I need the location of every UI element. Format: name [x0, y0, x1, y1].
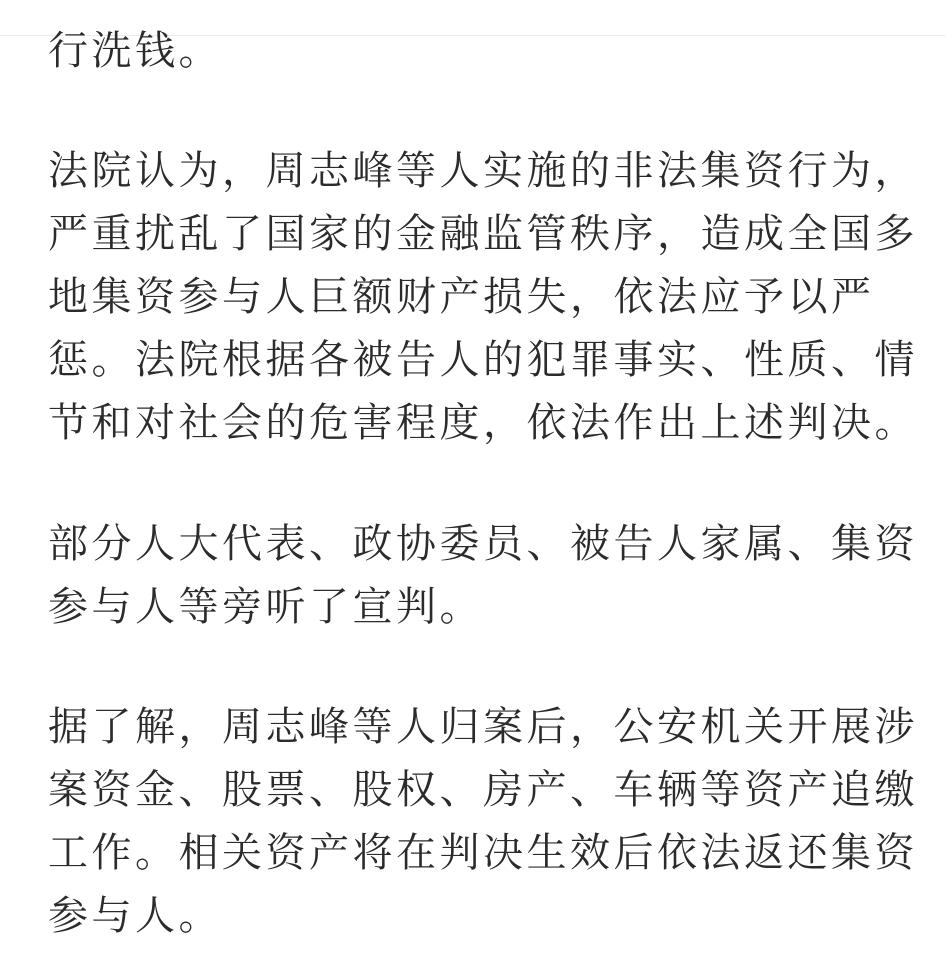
text-line: 参与人。 — [48, 893, 222, 939]
text-line: 行洗钱。 — [48, 28, 222, 74]
text-line: 严重扰乱了国家的金融监管秩序，造成全国多 — [48, 211, 918, 257]
paragraph-3 — [48, 513, 918, 639]
text-line: 案资金、股票、股权、房产、车辆等资产追缴 — [48, 767, 918, 813]
paragraph-4 — [48, 696, 918, 948]
text-line: 惩。法院根据各被告人的犯罪事实、性质、情 — [48, 337, 918, 383]
article-body — [48, 20, 918, 948]
text-line: 地集资参与人巨额财产损失，依法应予以严 — [48, 274, 875, 320]
text-line: 据了解，周志峰等人归案后，公安机关开展涉 — [48, 704, 918, 750]
text-line: 法院认为，周志峰等人实施的非法集资行为， — [48, 148, 918, 194]
text-line: 参与人等旁听了宣判。 — [48, 584, 483, 630]
paragraph-2 — [48, 140, 918, 455]
text-line: 工作。相关资产将在判决生效后依法返还集资 — [48, 830, 918, 876]
text-line: 部分人大代表、政协委员、被告人家属、集资 — [48, 521, 918, 567]
paragraph-1 — [48, 20, 908, 83]
text-line: 节和对社会的危害程度，依法作出上述判决。 — [48, 400, 918, 446]
